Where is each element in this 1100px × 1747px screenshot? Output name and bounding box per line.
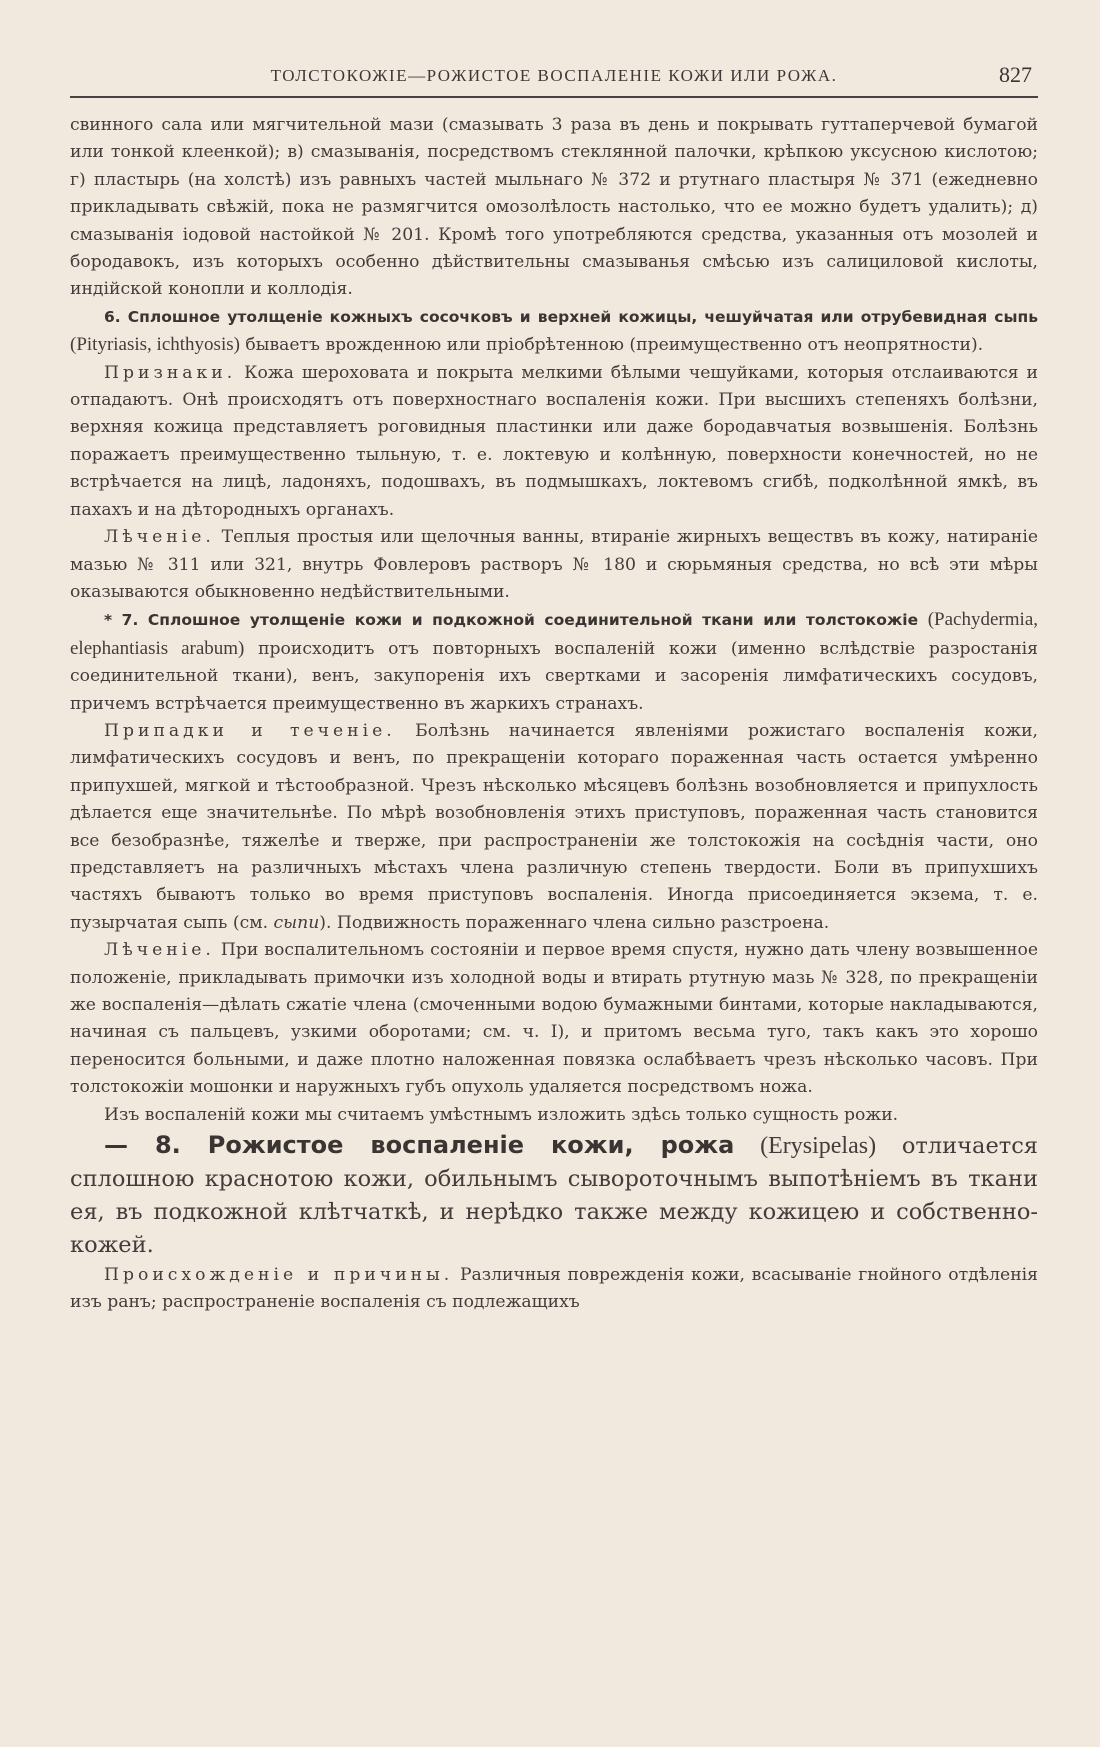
section-7-course: [70, 718, 1038, 937]
section-7-text: происходитъ отъ повторныхъ воспаленій кожи (именно вслѣдствіе разростанія соединительной ткани), венъ, закупоренія ихъ свертками и засоренія лимфатическихъ сосудовъ, причемъ встрѣчается преимущественно въ жаркихъ странахъ.: [70, 638, 1038, 714]
section-6-latin: (Pityriasis, ichthyosis): [70, 334, 240, 356]
course-text-2: ). Подвижность пораженнаго члена сильно разстроена.: [319, 912, 830, 933]
course-italic-ref: сыпи: [273, 912, 320, 933]
origin-label: Происхожденіе и причины.: [104, 1265, 454, 1286]
section-6-signs: [70, 360, 1038, 524]
origin-text: Различныя поврежденія кожи, всасываніе гнойного отдѣленія изъ ранъ; распространеніе воспаленія съ подлежащихъ: [70, 1265, 1038, 1313]
running-header: [70, 62, 1038, 98]
section-7-latin: (Pachydermia, elephantiasis arabum): [70, 609, 1038, 659]
treatment-text-6: Теплыя простыя или щелочныя ванны, втираніе жирныхъ веществъ въ кожу, натираніе мазью № 311 или 321, внутрь Фовлеровъ растворъ № 180 и сюрьмяныя средства, но всѣ эти мѣры оказываются обыкновенно недѣйствительными.: [70, 527, 1038, 602]
section-8-paragraph: [70, 1129, 1038, 1262]
section-6-treatment: [70, 524, 1038, 606]
treatment-label-7: Лѣченіе.: [104, 940, 215, 961]
treatment-label-6: Лѣченіе.: [104, 527, 215, 548]
signs-text: Кожа шероховата и покрыта мелкими бѣлыми чешуйками, которыя отслаиваются и отпадаютъ. Онѣ происходятъ отъ поверхностнаго воспаленія кожи. При высшихъ степеняхъ болѣзни, верхняя кожица представляетъ роговидныя пластинки или даже бородавчатыя возвышенія. Болѣзнь поражаетъ преимущественно тыльную, т. е. локтевую и колѣнную, поверхности конечностей, но не встрѣчается на лицѣ, ладоняхъ, подошвахъ, въ подмышкахъ, локтевомъ сгибѣ, подколѣнной ямкѣ, въ пахахъ и на дѣтородныхъ органахъ.: [70, 362, 1038, 520]
section-7-closing: Изъ воспаленій кожи мы считаемъ умѣстнымъ изложить здѣсь только сущность рожи.: [104, 1104, 899, 1125]
section-8-origin: [70, 1262, 1038, 1317]
section-8-text: отличается сплошною краснотою кожи, обильнымъ сывороточнымъ выпотѣніемъ въ ткани ея, въ подкожной клѣтчаткѣ, и нерѣдко также между кожицею и собственно-кожей.: [70, 1133, 1039, 1259]
section-6-paragraph: [70, 304, 1038, 360]
intro-paragraph: свинного сала или мягчительной мази (смазывать 3 раза въ день и покрывать гуттаперчевой бумагой или тонкой клеенкой); в) смазыванія, посредствомъ стеклянной палочки, крѣпкою уксусною кислотою; г) пластырь (на холстѣ) изъ равныхъ частей мыльнаго № 372 и ртутнаго пластыря № 371 (ежедневно прикладывать свѣжій, пока не размягчится омозолѣлость настолько, что ее можно будетъ удалить); д) смазыванія іодовой настойкой № 201. Кромѣ того употребляются средства, указанныя отъ мозолей и бородавокъ, изъ которыхъ особенно дѣйствительны смазыванья смѣсью изъ салициловой кислоты, индійской конопли и коллодія.: [70, 115, 1038, 300]
section-7-treatment: [70, 937, 1038, 1101]
treatment-text-7: При воспалительномъ состояніи и первое время спустя, нужно дать члену возвышенное положеніе, прикладывать примочки изъ холодной воды и втирать ртутную мазь № 328, по прекращеніи же воспаленія—дѣлать сжатіе члена (смоченными водою бумажными бинтами, которые накладываются, начиная съ пальцевъ, узкими оборотами; см. ч. I), и притомъ весьма туго, такъ какъ это хорошо переносится больными, и даже плотно наложенная повязка ослабѣваетъ чрезъ нѣсколько часовъ. При толстокожіи мошонки и наружныхъ губъ опухоль удаляется посредствомъ ножа.: [70, 940, 1038, 1098]
section-6-text: бываетъ врожденною или пріобрѣтенною (преимущественно отъ неопрятности).: [245, 335, 984, 356]
section-7-paragraph: [70, 606, 1038, 718]
running-title: ТОЛСТОКОЖІЕ—РОЖИСТОЕ ВОСПАЛЕНІЕ КОЖИ ИЛИ РОЖА.: [270, 66, 838, 85]
section-6-heading: 6. Сплошное утолщеніе кожныхъ сосочковъ и верхней кожицы, чешуйчатая или отрубевидная сыпь: [104, 307, 1038, 326]
page-body: [70, 112, 1038, 1317]
section-8-heading: — 8. Рожистое воспаленіе кожи, рожа: [104, 1131, 735, 1160]
course-text-1: Болѣзнь начинается явленіями рожистаго воспаленія кожи, лимфатическихъ сосудовъ и венъ, по прекращеніи котораго пораженная часть остается умѣренно припухшей, мягкой и тѣстообразной. Чрезъ нѣсколько мѣсяцевъ болѣзнь возобновляется и припухлость дѣлается еще значительнѣе. По мѣрѣ возобновленія этихъ приступовъ, пораженная часть становится все безобразнѣе, тяжелѣе и тверже, при распространеніи же толстокожія на сосѣднія части, оно представляетъ на различныхъ мѣстахъ члена различную степень твердости. Боли въ припухшихъ частяхъ бываютъ только во время приступовъ воспаленія. Иногда присоединяется экзема, т. е. пузырчатая сыпь (см.: [70, 720, 1038, 933]
section-7-heading: * 7. Сплошное утолщеніе кожи и подкожной соединительной ткани или толстокожіе: [104, 611, 919, 630]
page-number: 827: [999, 62, 1032, 87]
signs-label: Признаки.: [104, 362, 237, 383]
section-8-latin: (Erysipelas): [760, 1133, 877, 1160]
course-label: Припадки и теченіе.: [104, 720, 396, 741]
